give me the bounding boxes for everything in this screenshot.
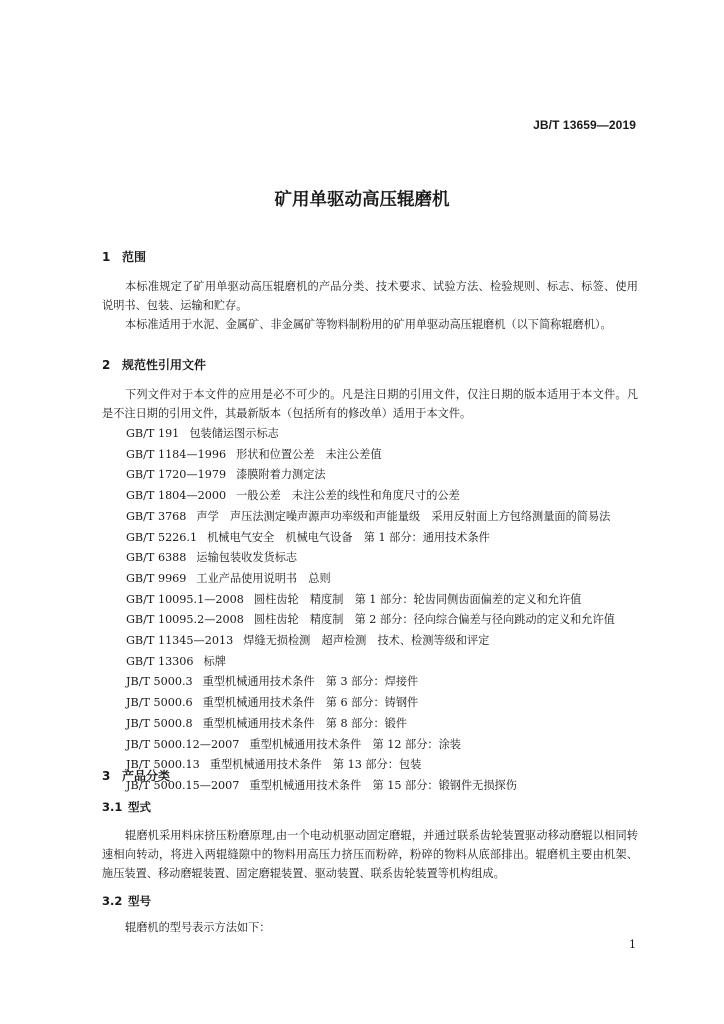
reference-title: 圆柱齿轮 精度制 第 2 部分：径向综合偏差与径向跳动的定义和允许值 [253,613,615,627]
reference-item [126,714,615,735]
reference-item [126,528,615,549]
reference-code: GB/T 10095.2—2008 [126,613,244,627]
reference-item [126,610,615,631]
reference-item [126,631,615,652]
references-intro: 下列文件对于本文件的应用是必不可少的。凡是注日期的引用文件，仅注日期的版本适用于本文件。凡是不注日期的引用文件，其最新版本（包括所有的修改单）适用于本文件。 [102,388,638,420]
section-1-heading [102,248,146,265]
reference-item [126,465,615,486]
standard-code: JB/T 13659—2019 [533,118,636,132]
reference-item [126,672,615,693]
reference-title: 包装储运图示标志 [189,427,279,440]
reference-title: 重型机械通用技术条件 第 3 部分：焊接件 [202,675,419,689]
reference-item [126,755,615,776]
reference-code: GB/T 9969 [126,571,187,585]
reference-title: 运输包装收发货标志 [196,551,298,565]
scope-paragraph-1: 本标准规定了矿用单驱动高压辊磨机的产品分类、技术要求、试验方法、检验规则、标志、标签、使用说明书、包装、运输和贮存。 [102,280,638,312]
reference-code: JB/T 5000.13 [126,758,200,772]
type-paragraph: 辊磨机采用料床挤压粉磨原理,由一个电动机驱动固定磨辊，并通过联系齿轮装置驱动移动磨辊以相同转速相向转动，将进入两辊缝隙中的物料用高压力挤压而粉碎，粉碎的物料从底部排出。辊磨机主要由机架、施压装置、移动磨辊装置、固定磨辊装置、驱动装置、联系齿轮装置等机构组成。 [102,829,638,880]
reference-item [126,652,615,673]
section-number: 1 [102,250,111,264]
reference-item [126,507,615,528]
reference-code: JB/T 5000.6 [126,696,193,710]
section-3-2-heading [102,893,151,909]
reference-title: 工业产品使用说明书 总则 [196,571,331,585]
model-paragraph: 辊磨机的型号表示方法如下： [125,921,271,934]
reference-code: GB/T 3768 [126,509,187,523]
reference-item [126,776,615,797]
reference-code: GB/T 1720—1979 [126,468,227,482]
reference-code: JB/T 5000.15—2007 [126,778,240,792]
section-number: 3.1 [102,800,123,814]
reference-code: JB/T 5000.3 [126,675,193,689]
reference-code: GB/T 6388 [126,551,187,565]
reference-title: 重型机械通用技术条件 第 13 部分：包装 [209,758,422,772]
reference-item [126,693,615,714]
reference-title: 焊缝无损检测 超声检测 技术、检测等级和评定 [243,634,490,648]
section-title: 型号 [128,894,151,908]
page-number: 1 [629,938,636,951]
reference-item [126,486,615,507]
reference-title: 机械电气安全 机械电气设备 第 1 部分：通用技术条件 [207,530,490,544]
section-title: 范围 [122,250,147,264]
reference-code: JB/T 5000.8 [126,716,193,730]
reference-code: GB/T 5226.1 [126,530,198,544]
reference-code: GB/T 10095.1—2008 [126,592,244,606]
reference-item [126,424,615,445]
section-number: 3.2 [102,894,123,908]
reference-item [126,548,615,569]
section-title: 产品分类 [122,769,171,783]
reference-title: 重型机械通用技术条件 第 15 部分：锻钢件无损探伤 [249,778,517,792]
reference-list [126,424,615,797]
document-title: 矿用单驱动高压辊磨机 [274,190,450,210]
scope-paragraph-2: 本标准适用于水泥、金属矿、非金属矿等物料制粉用的矿用单驱动高压辊磨机（以下简称辊磨机）。 [125,318,612,331]
reference-code: GB/T 1184—1996 [126,447,227,461]
reference-title: 重型机械通用技术条件 第 12 部分：涂装 [249,737,461,751]
reference-code: GB/T 11345—2013 [126,634,234,648]
section-number: 3 [102,769,111,783]
section-title: 型式 [128,800,151,814]
reference-code: GB/T 1804—2000 [126,489,227,503]
reference-code: GB/T 13306 [126,654,194,668]
section-number: 2 [102,358,111,372]
section-3-1-heading [102,799,151,815]
reference-title: 重型机械通用技术条件 第 8 部分：锻件 [202,716,408,730]
reference-title: 漆膜附着力测定法 [236,468,326,482]
section-3-heading [102,767,170,784]
reference-title: 声学 声压法测定噪声源声功率级和声能量级 采用反射面上方包络测量面的简易法 [196,509,611,523]
reference-title: 圆柱齿轮 精度制 第 1 部分：轮齿同侧齿面偏差的定义和允许值 [253,592,582,606]
reference-item [126,569,615,590]
reference-item [126,735,615,756]
reference-title: 一般公差 未注公差的线性和角度尺寸的公差 [236,489,460,503]
reference-item [126,445,615,466]
section-title: 规范性引用文件 [122,358,207,372]
reference-item [126,590,615,611]
reference-code: JB/T 5000.12—2007 [126,737,240,751]
reference-title: 标牌 [203,654,226,668]
reference-title: 重型机械通用技术条件 第 6 部分：铸钢件 [202,696,419,710]
section-2-heading [102,356,206,373]
reference-code: GB/T 191 [126,427,180,440]
reference-title: 形状和位置公差 未注公差值 [236,447,382,461]
